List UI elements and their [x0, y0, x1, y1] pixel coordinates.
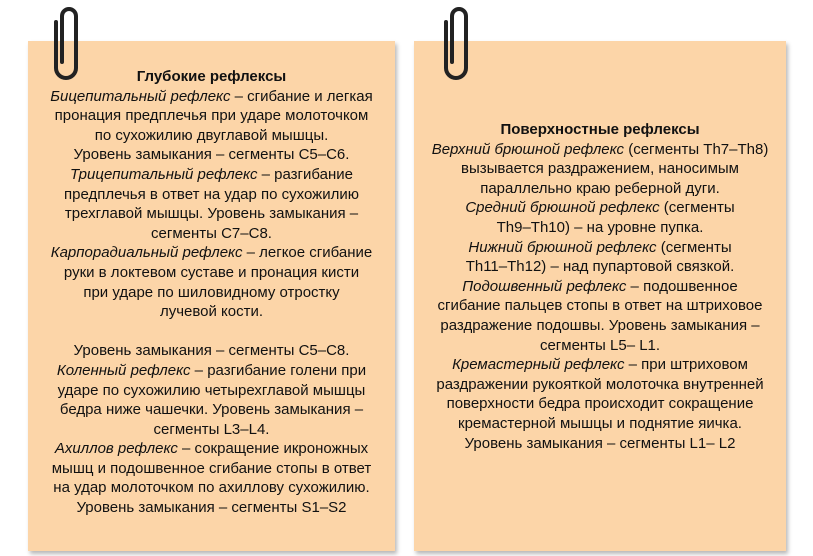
- text-line: [418, 394, 782, 414]
- reflex-name: Подошвенный рефлекс: [462, 277, 627, 295]
- line-text: сегменты L3–L4.: [153, 420, 270, 438]
- text-line: [418, 238, 782, 258]
- line-text: пронация предплечья при ударе молоточком: [54, 107, 369, 125]
- line-text: Уровень замыкания – сегменты L1– L2: [464, 434, 736, 452]
- deep-reflexes-lines: [34, 87, 389, 518]
- line-text: сегменты С7–С8.: [151, 224, 272, 242]
- text-line: [34, 439, 389, 459]
- reflex-name: Верхний брюшной рефлекс: [431, 140, 625, 158]
- text-line: [34, 381, 389, 401]
- line-text: – при штриховом: [624, 356, 748, 374]
- paperclip-icon: [52, 2, 86, 82]
- text-line: [34, 322, 389, 342]
- superficial-reflexes-note: [414, 41, 786, 551]
- text-line: [34, 478, 389, 498]
- reflex-name: Средний брюшной рефлекс: [465, 199, 660, 217]
- text-line: [34, 302, 389, 322]
- line-text: предплечья в ответ на удар по сухожилию: [64, 185, 359, 203]
- text-line: [418, 355, 782, 375]
- text-line: [418, 218, 782, 238]
- text-line: [34, 263, 389, 283]
- line-text: – разгибание голени при: [190, 361, 367, 379]
- text-line: [418, 277, 782, 297]
- superficial-reflexes-content: [414, 120, 786, 453]
- reflex-name: Трицепитальный рефлекс: [70, 165, 258, 183]
- line-text: сегменты L5– L1.: [539, 336, 661, 354]
- text-line: [34, 126, 389, 146]
- text-line: [34, 498, 389, 518]
- text-line: [34, 361, 389, 381]
- line-text: ударе по сухожилию четырехглавой мышцы: [57, 381, 366, 399]
- line-text: (сегменты: [656, 238, 732, 256]
- text-line: [418, 159, 782, 179]
- line-text: трехглавой мышцы. Уровень замыкания –: [64, 205, 359, 223]
- line-text: Уровень замыкания – сегменты С5–С6.: [73, 146, 350, 164]
- line-text: – сокращение икроножных: [177, 440, 369, 458]
- text-line: [418, 140, 782, 160]
- line-text: бедра ниже чашечки. Уровень замыкания –: [59, 401, 364, 419]
- text-line: [418, 316, 782, 336]
- line-text: по сухожилию двуглавой мышцы.: [94, 126, 329, 144]
- text-line: [34, 420, 389, 440]
- line-text: мышц и подошвенное сгибание стопы в ответ: [51, 459, 372, 477]
- superficial-reflexes-heading: Поверхностные рефлексы: [500, 121, 700, 138]
- deep-reflexes-heading: Глубокие рефлексы: [136, 68, 287, 85]
- text-line: [34, 243, 389, 263]
- line-text: кремастерной мышцы и поднятие яичка.: [458, 414, 742, 432]
- line-text: – легкое сгибание: [242, 244, 373, 262]
- reflex-name: Коленный рефлекс: [56, 361, 191, 379]
- superficial-reflexes-lines: [418, 140, 782, 454]
- text-line: [34, 145, 389, 165]
- text-line: [418, 434, 782, 454]
- text-line: [418, 257, 782, 277]
- line-text: – сгибание и легкая: [230, 87, 373, 105]
- text-line: [34, 204, 389, 224]
- line-text: вызывается раздражением, наносимым: [461, 160, 739, 178]
- line-text: Уровень замыкания – сегменты С5–С8.: [73, 342, 350, 360]
- line-text: Уровень замыкания – сегменты S1–S2: [76, 499, 347, 517]
- text-line: [418, 198, 782, 218]
- text-line: [34, 283, 389, 303]
- deep-reflexes-content: [28, 67, 395, 518]
- text-line: [34, 224, 389, 244]
- reflex-name: Ахиллов рефлекс: [54, 440, 178, 458]
- reflex-name: Кремастерный рефлекс: [452, 356, 625, 374]
- reflex-name: Карпорадиальный рефлекс: [50, 244, 243, 262]
- line-text: лучевой кости.: [159, 303, 264, 321]
- line-text: параллельно краю реберной дуги.: [480, 179, 720, 197]
- reflex-name: Нижний брюшной рефлекс: [468, 238, 657, 256]
- line-text: раздражение подошвы. Уровень замыкания –: [440, 316, 760, 334]
- line-text: Th11–Th12) – над пупартовой связкой.: [465, 258, 735, 276]
- text-line: [418, 179, 782, 199]
- text-line: [34, 459, 389, 479]
- line-text: на удар молоточком по ахиллову сухожилию.: [53, 479, 370, 497]
- line-text: (сегменты Th7–Th8): [624, 140, 769, 158]
- text-line: [34, 185, 389, 205]
- line-text: раздражении рукояткой молоточка внутренней: [436, 375, 764, 393]
- text-line: [34, 87, 389, 107]
- text-line: [34, 400, 389, 420]
- paperclip-icon: [442, 2, 476, 82]
- text-line: [34, 341, 389, 361]
- text-line: [34, 165, 389, 185]
- line-text: сгибание пальцев стопы в ответ на штриховое: [437, 297, 763, 315]
- line-text: Th9–Th10) – на уровне пупка.: [496, 218, 704, 236]
- text-line: [418, 414, 782, 434]
- line-text: – подошвенное: [626, 277, 738, 295]
- line-text: руки в локтевом суставе и пронация кисти: [63, 263, 360, 281]
- line-text: при ударе по шиловидному отростку: [83, 283, 340, 301]
- text-line: [34, 106, 389, 126]
- text-line: [418, 336, 782, 356]
- deep-reflexes-note: [28, 41, 395, 551]
- text-line: [418, 375, 782, 395]
- line-text: – разгибание: [257, 165, 353, 183]
- line-text: поверхности бедра происходит сокращение: [446, 395, 754, 413]
- reflex-name: Бицепитальный рефлекс: [50, 87, 231, 105]
- text-line: [418, 296, 782, 316]
- line-text: (сегменты: [659, 199, 735, 217]
